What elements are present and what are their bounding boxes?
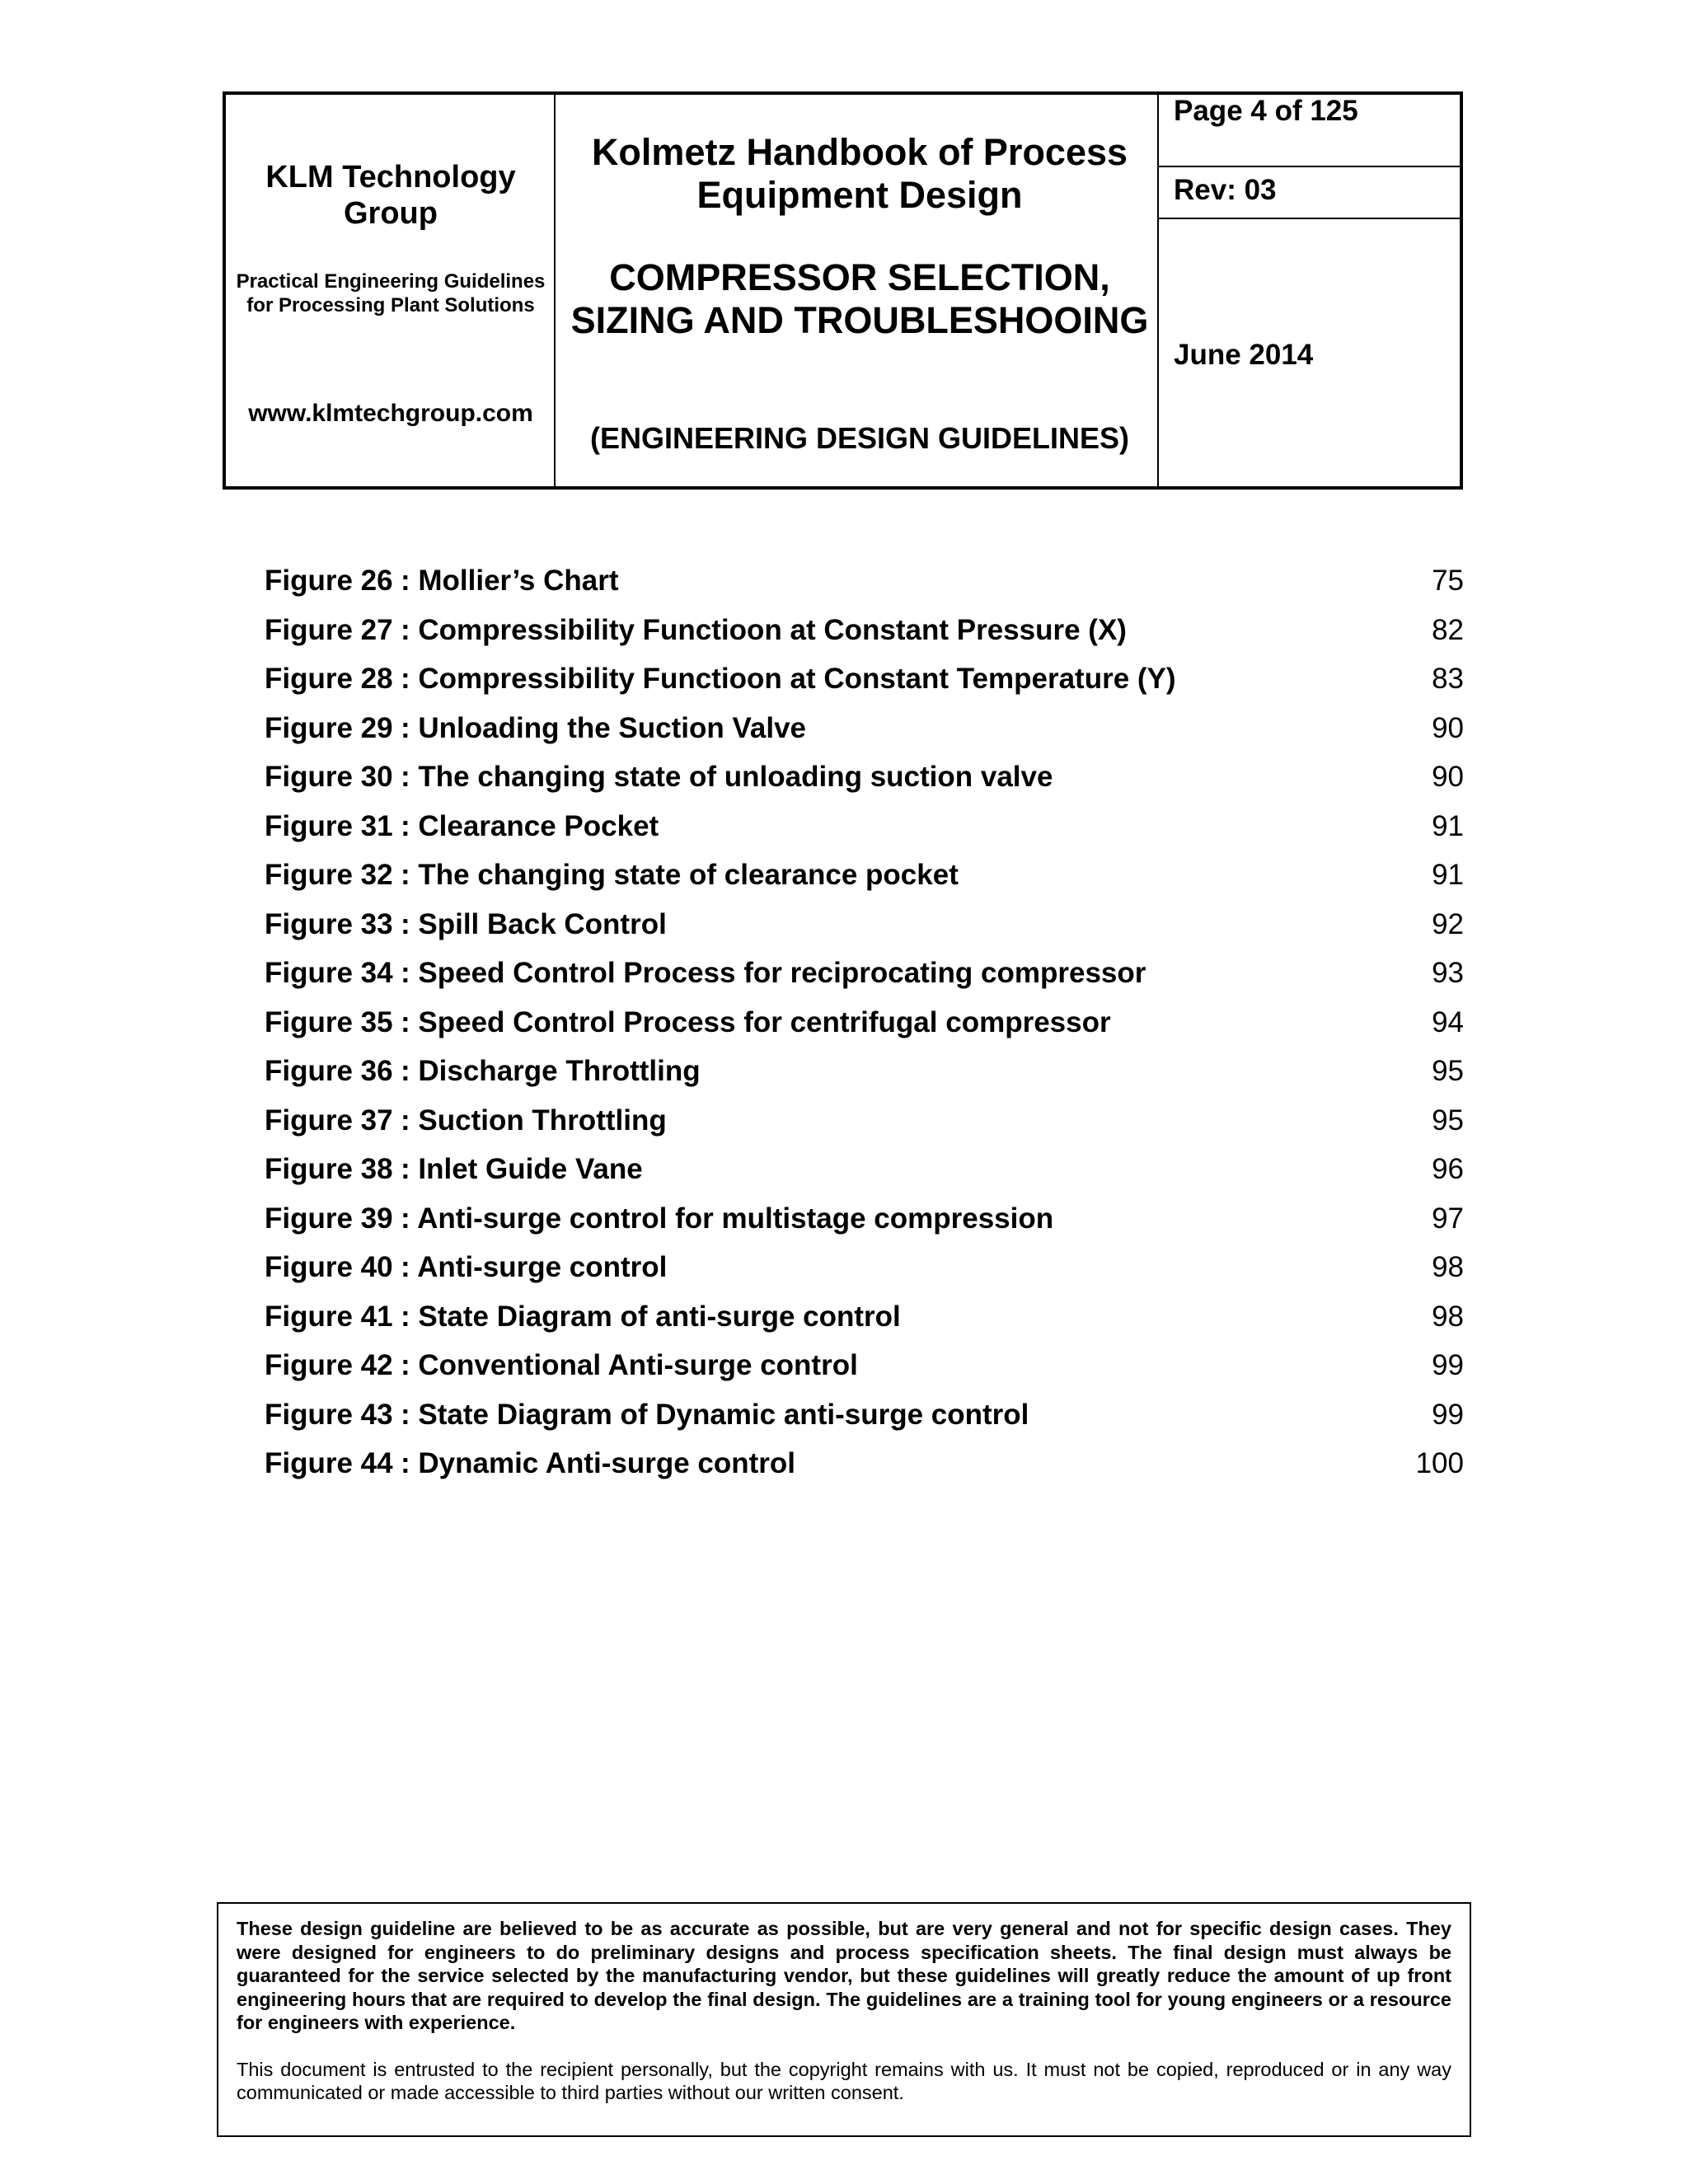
figure-page-number: 83 — [1432, 663, 1464, 695]
figure-entry[interactable] — [265, 900, 1464, 949]
figure-title: : State Diagram of anti-surge control — [401, 1300, 901, 1333]
figure-entry[interactable] — [265, 1096, 1464, 1146]
figure-number: Figure 36 — [265, 1055, 393, 1087]
figure-title: : Unloading the Suction Valve — [401, 711, 806, 744]
figure-entry[interactable] — [265, 851, 1464, 900]
figure-title: : Compressibility Functioon at Constant Temperature (Y) — [401, 663, 1176, 695]
header-row-divider-2 — [1158, 218, 1460, 219]
figure-entry[interactable] — [265, 1390, 1464, 1440]
figure-entry[interactable] — [265, 654, 1464, 704]
handbook-title: Kolmetz Handbook of Process Equipment Design — [591, 131, 1128, 216]
figure-page-number: 100 — [1415, 1447, 1464, 1479]
figure-entry[interactable] — [265, 949, 1464, 998]
figure-title: : Clearance Pocket — [401, 809, 659, 842]
figure-number: Figure 43 — [265, 1398, 393, 1431]
figure-title: : State Diagram of Dynamic anti-surge control — [401, 1398, 1029, 1431]
figure-page-number: 97 — [1432, 1202, 1464, 1235]
document-date: June 2014 — [1174, 339, 1314, 371]
copyright-paragraph: This document is entrusted to the recipient personally, but the copyright remains with us. It must not be copied, reproduced or in any way communicated or made accessible to third parties without our written consent. — [237, 2058, 1451, 2103]
figure-title: : Inlet Guide Vane — [401, 1153, 643, 1185]
figure-number: Figure 34 — [265, 957, 393, 989]
figure-entry[interactable] — [265, 556, 1464, 606]
figure-page-number: 95 — [1432, 1104, 1464, 1137]
figure-page-number: 92 — [1432, 907, 1464, 940]
figure-number: Figure 30 — [265, 761, 393, 793]
figure-number: Figure 32 — [265, 859, 393, 891]
figure-page-number: 99 — [1432, 1398, 1464, 1431]
figure-number: Figure 41 — [265, 1300, 393, 1333]
figure-page-number: 95 — [1432, 1055, 1464, 1087]
figure-number: Figure 35 — [265, 1005, 393, 1038]
figure-title: : Conventional Anti-surge control — [401, 1349, 858, 1381]
figure-page-number: 91 — [1432, 859, 1464, 891]
figure-page-number: 82 — [1432, 613, 1464, 646]
figure-entry[interactable] — [265, 606, 1464, 655]
figure-page-number: 90 — [1432, 761, 1464, 793]
guideline-type: (ENGINEERING DESIGN GUIDELINES) — [589, 421, 1130, 455]
figure-number: Figure 40 — [265, 1251, 393, 1283]
figure-entry[interactable] — [265, 1341, 1464, 1390]
figure-entry[interactable] — [265, 752, 1464, 802]
figure-title: : Suction Throttling — [401, 1104, 667, 1137]
figure-title: : Discharge Throttling — [401, 1055, 701, 1087]
figure-number: Figure 29 — [265, 711, 393, 744]
figure-entry[interactable] — [265, 704, 1464, 753]
figure-page-number: 91 — [1432, 809, 1464, 842]
revision: Rev: 03 — [1174, 174, 1277, 206]
figure-page-number: 96 — [1432, 1153, 1464, 1185]
figure-number: Figure 44 — [265, 1447, 393, 1479]
figure-number: Figure 39 — [265, 1202, 393, 1235]
figure-number: Figure 28 — [265, 663, 393, 695]
figure-page-number: 99 — [1432, 1349, 1464, 1381]
page-number: Page 4 of 125 — [1174, 95, 1358, 127]
figure-entry[interactable] — [265, 998, 1464, 1047]
company-name: KLM Technology Group — [265, 160, 516, 231]
figure-title: : Dynamic Anti-surge control — [401, 1447, 796, 1479]
figure-title: : Spill Back Control — [401, 907, 667, 940]
figure-title: : Anti-surge control for multistage compression — [401, 1202, 1054, 1235]
company-tagline: Practical Engineering Guidelines for Processing Plant Solutions — [236, 270, 546, 316]
figure-page-number: 75 — [1432, 565, 1464, 597]
figure-page-number: 90 — [1432, 711, 1464, 744]
company-website: www.klmtechgroup.com — [248, 400, 533, 427]
figure-number: Figure 27 — [265, 613, 393, 646]
figure-title: : Compressibility Functioon at Constant Pressure (X) — [401, 613, 1127, 646]
figure-entry[interactable] — [265, 1292, 1464, 1342]
figure-number: Figure 31 — [265, 809, 393, 842]
figure-entry[interactable] — [265, 1145, 1464, 1194]
document-subject: COMPRESSOR SELECTION, SIZING AND TROUBLESHOOING — [570, 256, 1149, 341]
figure-title: : The changing state of unloading suction valve — [401, 761, 1053, 793]
figure-number: Figure 33 — [265, 907, 393, 940]
document-header — [223, 91, 1463, 490]
disclaimer-box — [217, 1902, 1471, 2137]
figure-entry[interactable] — [265, 1243, 1464, 1292]
figure-page-number: 98 — [1432, 1300, 1464, 1333]
list-of-figures — [265, 556, 1464, 1488]
figure-entry[interactable] — [265, 1439, 1464, 1488]
figure-number: Figure 42 — [265, 1349, 393, 1381]
figure-title: : Speed Control Process for reciprocating compressor — [401, 957, 1146, 989]
disclaimer-paragraph: These design guideline are believed to be as accurate as possible, but are very general and not for specific design cases. They were designed for engineers to do preliminary designs and process specification sheets. The final design must always be guaranteed for the service selected by the manufacturing vendor, but these guidelines will greatly reduce the amount of up front engineering hours that are required to develop the final design. The guidelines are a training tool for young engineers or a resource for engineers with experience. — [237, 1918, 1451, 2033]
figure-entry[interactable] — [265, 1194, 1464, 1244]
figure-title: : Mollier’s Chart — [401, 565, 619, 597]
figure-page-number: 98 — [1432, 1251, 1464, 1283]
figure-number: Figure 37 — [265, 1104, 393, 1137]
figure-title: : Speed Control Process for centrifugal compressor — [401, 1005, 1111, 1038]
figure-entry[interactable] — [265, 1047, 1464, 1096]
figure-entry[interactable] — [265, 802, 1464, 851]
figure-page-number: 94 — [1432, 1005, 1464, 1038]
figure-page-number: 93 — [1432, 957, 1464, 989]
figure-title: : Anti-surge control — [401, 1251, 668, 1283]
header-row-divider-1 — [1158, 166, 1460, 167]
figure-number: Figure 38 — [265, 1153, 393, 1185]
figure-number: Figure 26 — [265, 565, 393, 597]
figure-title: : The changing state of clearance pocket — [401, 859, 959, 891]
